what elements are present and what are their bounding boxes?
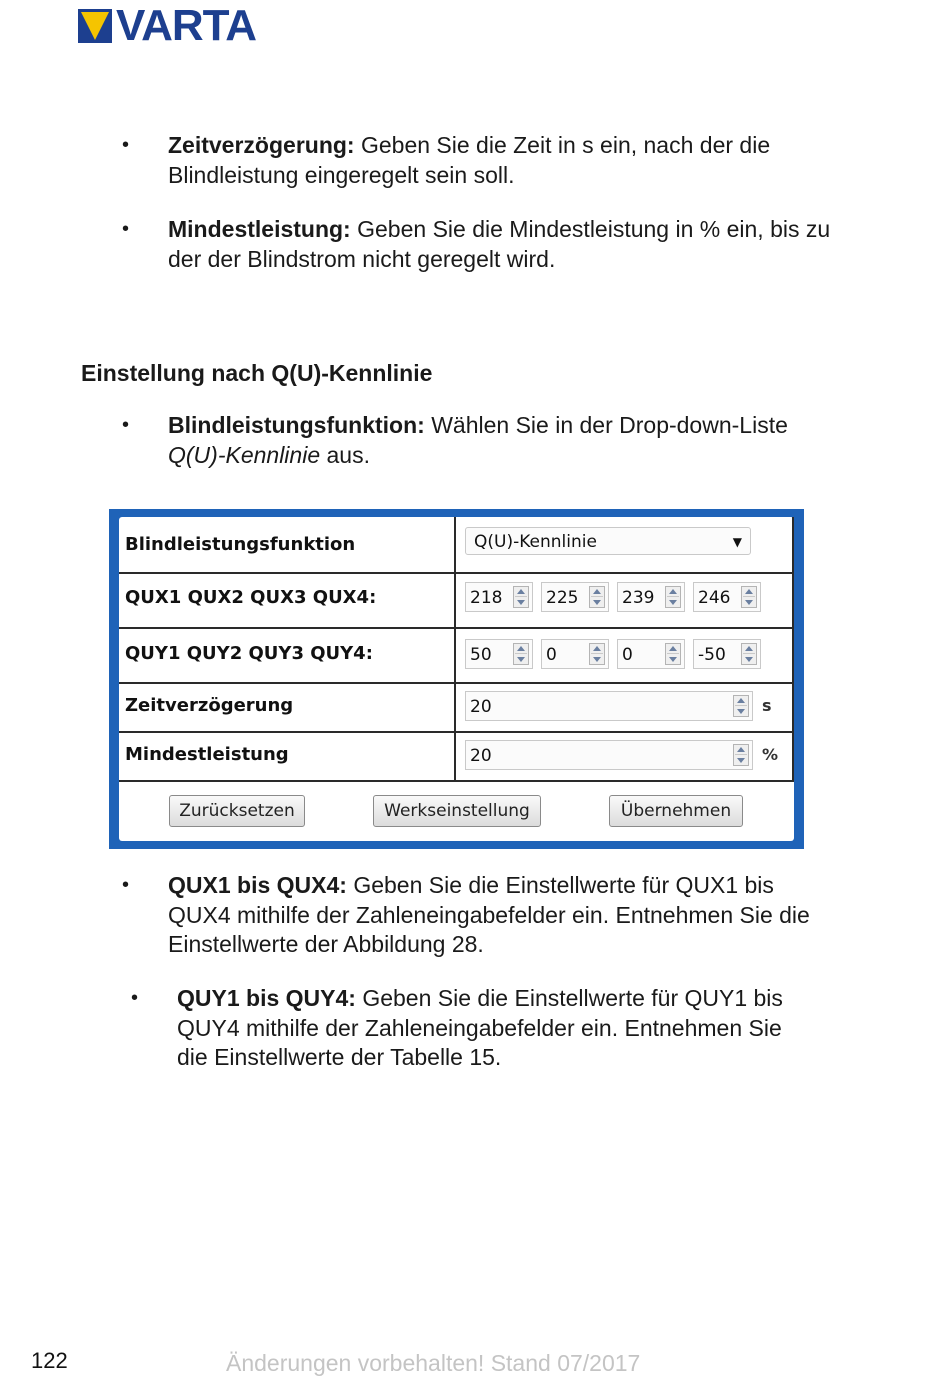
quy2-value: 0 — [546, 645, 557, 665]
row-qux — [119, 572, 794, 629]
quy3-input[interactable] — [617, 639, 685, 669]
term-function-option: Q(U)-Kennlinie — [168, 441, 321, 468]
delay-input[interactable] — [465, 691, 753, 721]
varta-v-mark-icon — [78, 9, 112, 43]
section-heading: Einstellung nach Q(U)-Kennlinie — [81, 360, 433, 386]
qux3-value: 239 — [622, 588, 655, 608]
spinner-arrows-icon[interactable] — [741, 643, 757, 665]
quy3-value: 0 — [622, 645, 633, 665]
spinner-arrows-icon[interactable] — [733, 744, 749, 766]
row-border — [792, 731, 794, 780]
quy1-input[interactable] — [465, 639, 533, 669]
bullet-icon: • — [122, 218, 130, 240]
qux3-input[interactable] — [617, 582, 685, 612]
function-select[interactable] — [465, 527, 751, 555]
spinner-arrows-icon[interactable] — [665, 643, 681, 665]
row-quy — [119, 627, 794, 684]
list-item — [122, 215, 842, 274]
row-border — [792, 572, 794, 627]
bullet-icon: • — [122, 874, 130, 896]
row-border — [792, 682, 794, 731]
term-min-power-desc: Geben Sie die Mindestleistung in % ein, bis zu der der Blindstrom nicht geregelt wird. — [168, 216, 831, 272]
column-divider — [454, 627, 456, 682]
quy4-value: -50 — [698, 645, 726, 665]
term-quy-desc: Geben Sie die Einstellwerte für QUY1 bis QUY4 mithilfe der Zahleneingabefelder ein. Entnehmen Sie die Einstellwerte der Tabelle 15. — [177, 985, 783, 1070]
brand-name: VARTA — [116, 1, 257, 50]
delay-value: 20 — [470, 697, 492, 717]
column-divider — [454, 682, 456, 731]
delay-unit: s — [762, 696, 772, 715]
function-label: Blindleistungsfunktion — [125, 534, 356, 555]
quy4-input[interactable] — [693, 639, 761, 669]
min-power-input[interactable] — [465, 740, 753, 770]
qux1-value: 218 — [470, 588, 503, 608]
min-power-label: Mindestleistung — [125, 744, 289, 765]
varta-logo — [78, 1, 257, 50]
apply-button[interactable]: Übernehmen — [609, 795, 743, 827]
factory-settings-button[interactable]: Werkseinstellung — [373, 795, 541, 827]
spinner-arrows-icon[interactable] — [513, 643, 529, 665]
qux4-value: 246 — [698, 588, 731, 608]
footer-note: Änderungen vorbehalten! Stand 07/2017 — [226, 1350, 641, 1376]
qux4-input[interactable] — [693, 582, 761, 612]
quy-label: QUY1 QUY2 QUY3 QUY4: — [125, 643, 373, 664]
row-function — [119, 517, 794, 574]
chevron-down-icon: ▼ — [732, 535, 742, 549]
term-qux: QUX1 bis QUX4: — [168, 872, 347, 898]
column-divider — [454, 572, 456, 627]
function-select-value: Q(U)-Kennlinie — [474, 532, 597, 552]
min-power-value: 20 — [470, 746, 492, 766]
qux1-input[interactable] — [465, 582, 533, 612]
row-min-power — [119, 731, 794, 782]
spinner-arrows-icon[interactable] — [665, 586, 681, 608]
list-item — [122, 131, 842, 190]
term-function-desc-end: aus. — [320, 441, 370, 468]
term-qux-desc: Geben Sie die Einstellwerte für QUX1 bis QUX4 mithilfe der Zahleneingabefelder ein. Entnehmen Sie die Einstellwerte der Abbildung 28. — [168, 872, 810, 957]
spinner-arrows-icon[interactable] — [741, 586, 757, 608]
bullet-icon: • — [131, 987, 139, 1009]
column-divider — [454, 731, 456, 780]
term-function: Blindleistungsfunktion: — [168, 412, 425, 438]
qux-label: QUX1 QUX2 QUX3 QUX4: — [125, 587, 377, 608]
term-delay: Zeitverzögerung: — [168, 132, 355, 158]
term-function-desc: Wählen Sie in der Drop-down-Liste — [424, 412, 788, 438]
settings-panel — [109, 509, 804, 849]
bullet-icon: • — [122, 414, 130, 436]
list-item — [122, 411, 842, 470]
term-min-power: Mindestleistung: — [168, 216, 351, 242]
settings-form — [119, 517, 794, 841]
qux2-value: 225 — [546, 588, 579, 608]
reset-button[interactable]: Zurücksetzen — [169, 795, 305, 827]
spinner-arrows-icon[interactable] — [589, 643, 605, 665]
quy1-value: 50 — [470, 645, 492, 665]
row-border — [792, 627, 794, 682]
column-divider — [454, 517, 456, 572]
bullet-icon: • — [122, 134, 130, 156]
list-item — [122, 871, 842, 960]
spinner-arrows-icon[interactable] — [733, 695, 749, 717]
page-number: 122 — [31, 1348, 68, 1373]
list-item — [131, 984, 811, 1073]
qux2-input[interactable] — [541, 582, 609, 612]
term-quy: QUY1 bis QUY4: — [177, 985, 356, 1011]
delay-label: Zeitverzögerung — [125, 695, 294, 716]
quy2-input[interactable] — [541, 639, 609, 669]
term-delay-desc: Geben Sie die Zeit in s ein, nach der die Blindleistung eingeregelt sein soll. — [168, 132, 771, 188]
min-power-unit: % — [762, 745, 779, 764]
row-delay — [119, 682, 794, 733]
spinner-arrows-icon[interactable] — [589, 586, 605, 608]
row-border — [792, 517, 794, 572]
spinner-arrows-icon[interactable] — [513, 586, 529, 608]
